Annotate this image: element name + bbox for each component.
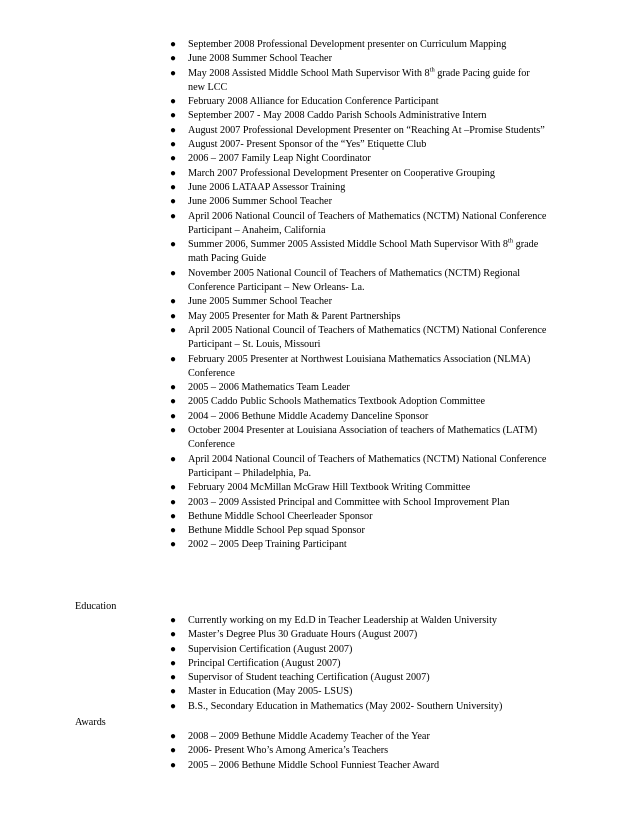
bullet-icon: ● xyxy=(170,396,177,408)
list-item xyxy=(0,381,548,395)
bullet-icon: ● xyxy=(170,731,177,742)
item-text-continued: grade Pacing guide for new LCC xyxy=(188,67,530,93)
bullet-icon: ● xyxy=(170,267,177,279)
bullet-icon: ● xyxy=(170,110,177,122)
list-item xyxy=(0,628,548,642)
list-item xyxy=(0,395,548,409)
bullet-icon: ● xyxy=(170,510,177,522)
awards-heading: Awards xyxy=(75,717,106,728)
item-text: February 2005 Presenter at Northwest Louisiana Mathematics Association (NLMA) Conference xyxy=(188,353,531,379)
list-item xyxy=(0,481,548,495)
item-text: June 2006 Summer School Teacher xyxy=(188,196,332,208)
education-heading: Education xyxy=(75,601,117,612)
bullet-icon: ● xyxy=(170,539,177,551)
bullet-icon: ● xyxy=(170,686,177,698)
item-text: 2006- Present Who’s Among America’s Teachers xyxy=(188,745,389,757)
ordinal-suffix: th xyxy=(508,237,514,245)
item-text: 2006 – 2007 Family Leap Night Coordinator xyxy=(188,153,371,165)
item-text: 2008 – 2009 Bethune Middle Academy Teacher of the Year xyxy=(188,731,430,742)
bullet-icon: ● xyxy=(170,643,177,655)
item-text: Supervision Certification (August 2007) xyxy=(188,643,353,655)
bullet-icon: ● xyxy=(170,181,177,193)
bullet-icon: ● xyxy=(170,353,177,365)
list-item xyxy=(0,538,548,552)
bullet-icon: ● xyxy=(170,239,177,251)
bullet-icon: ● xyxy=(170,167,177,179)
list-item xyxy=(0,210,548,239)
item-text: February 2008 Alliance for Education Conference Participant xyxy=(188,96,439,108)
item-text: 2005 Caddo Public Schools Mathematics Textbook Adoption Committee xyxy=(188,396,486,408)
bullet-icon: ● xyxy=(170,67,177,79)
bullet-icon: ● xyxy=(170,410,177,422)
item-text: August 2007 Professional Development Presenter on “Reaching At –Promise Students” xyxy=(188,124,545,136)
list-item xyxy=(0,152,548,166)
list-item xyxy=(0,310,548,324)
activities-list xyxy=(0,38,638,553)
list-item xyxy=(0,295,548,309)
list-item xyxy=(0,657,548,671)
list-item xyxy=(0,238,548,267)
awards-list xyxy=(0,730,638,773)
item-text: 2005 – 2006 Mathematics Team Leader xyxy=(188,382,350,394)
list-item xyxy=(0,67,548,96)
list-item xyxy=(0,453,548,482)
bullet-icon: ● xyxy=(170,629,177,641)
list-item xyxy=(0,700,548,714)
item-text: 2004 – 2006 Bethune Middle Academy Danceline Sponsor xyxy=(188,410,429,422)
bullet-icon: ● xyxy=(170,153,177,165)
list-item xyxy=(0,685,548,699)
item-text: 2002 – 2005 Deep Training Participant xyxy=(188,539,347,551)
item-text: Currently working on my Ed.D in Teacher Leadership at Walden University xyxy=(188,615,498,626)
item-text: 2005 – 2006 Bethune Middle School Funniest Teacher Award xyxy=(188,759,440,771)
bullet-icon: ● xyxy=(170,296,177,308)
bullet-icon: ● xyxy=(170,496,177,508)
bullet-icon: ● xyxy=(170,139,177,151)
item-text: May 2008 Assisted Middle School Math Supervisor With 8 xyxy=(188,67,430,79)
bullet-icon: ● xyxy=(170,96,177,108)
bullet-icon: ● xyxy=(170,310,177,322)
bullet-icon: ● xyxy=(170,53,177,65)
bullet-icon: ● xyxy=(170,525,177,537)
list-item xyxy=(0,524,548,538)
list-item xyxy=(0,759,548,773)
item-text: August 2007- Present Sponsor of the “Yes” Etiquette Club xyxy=(188,139,427,151)
item-text: Bethune Middle School Cheerleader Sponsor xyxy=(188,510,373,522)
list-item xyxy=(0,52,548,66)
item-text: September 2007 - May 2008 Caddo Parish Schools Administrative Intern xyxy=(188,110,487,122)
bullet-icon: ● xyxy=(170,672,177,684)
list-item xyxy=(0,181,548,195)
item-text-continued: grade math Pacing Guide xyxy=(188,239,539,265)
list-item xyxy=(0,410,548,424)
item-text: November 2005 National Council of Teachers of Mathematics (NCTM) Regional Conference Participant – New Orleans- La. xyxy=(188,267,521,294)
bullet-icon: ● xyxy=(170,657,177,669)
bullet-icon: ● xyxy=(170,759,177,771)
item-text: Master in Education (May 2005- LSUS) xyxy=(188,686,353,698)
list-item xyxy=(0,38,548,52)
list-item xyxy=(0,267,548,296)
bullet-icon: ● xyxy=(170,196,177,208)
list-item xyxy=(0,138,548,152)
list-item xyxy=(0,510,548,524)
item-text: March 2007 Professional Development Presenter on Cooperative Grouping xyxy=(188,167,495,179)
item-text: Principal Certification (August 2007) xyxy=(188,657,341,669)
list-item xyxy=(0,730,548,744)
item-text: Master’s Degree Plus 30 Graduate Hours (August 2007) xyxy=(188,629,418,641)
item-text: B.S., Secondary Education in Mathematics (May 2002- Southern University) xyxy=(188,700,503,712)
item-text: Summer 2006, Summer 2005 Assisted Middle School Math Supervisor With 8 xyxy=(188,239,509,251)
item-text: September 2008 Professional Development presenter on Curriculum Mapping xyxy=(188,39,507,50)
bullet-icon: ● xyxy=(170,382,177,394)
list-item xyxy=(0,109,548,123)
ordinal-suffix: th xyxy=(429,66,435,74)
item-text: Supervisor of Student teaching Certification (August 2007) xyxy=(188,672,430,684)
list-item xyxy=(0,614,548,628)
list-item xyxy=(0,671,548,685)
bullet-icon: ● xyxy=(170,39,177,50)
education-list xyxy=(0,614,638,714)
bullet-icon: ● xyxy=(170,453,177,465)
list-item xyxy=(0,95,548,109)
bullet-icon: ● xyxy=(170,324,177,336)
list-item xyxy=(0,353,548,382)
list-item xyxy=(0,324,548,353)
bullet-icon: ● xyxy=(170,482,177,494)
item-text: April 2006 National Council of Teachers of Mathematics (NCTM) National Conference Participant – Anaheim, California xyxy=(188,210,547,236)
bullet-icon: ● xyxy=(170,745,177,757)
list-item xyxy=(0,744,548,758)
list-item xyxy=(0,167,548,181)
bullet-icon: ● xyxy=(170,210,177,222)
list-item xyxy=(0,124,548,138)
item-text: Bethune Middle School Pep squad Sponsor xyxy=(188,525,365,537)
item-text: June 2005 Summer School Teacher xyxy=(188,296,332,308)
list-item xyxy=(0,424,548,453)
item-text: June 2008 Summer School Teacher xyxy=(188,53,332,65)
item-text: February 2004 McMillan McGraw Hill Textbook Writing Committee xyxy=(188,482,471,494)
item-text: May 2005 Presenter for Math & Parent Partnerships xyxy=(188,310,401,322)
bullet-icon: ● xyxy=(170,700,177,712)
item-text: April 2004 National Council of Teachers of Mathematics (NCTM) National Conference Participant – Philadelphia, Pa. xyxy=(188,453,547,479)
item-text: 2003 – 2009 Assisted Principal and Committee with School Improvement Plan xyxy=(188,496,510,508)
list-item xyxy=(0,496,548,510)
item-text: April 2005 National Council of Teachers of Mathematics (NCTM) National Conference Participant – St. Louis, Missouri xyxy=(188,324,547,351)
list-item xyxy=(0,195,548,209)
bullet-icon: ● xyxy=(170,124,177,136)
bullet-icon: ● xyxy=(170,615,177,626)
item-text: October 2004 Presenter at Louisiana Association of teachers of Mathematics (LATM) Conference xyxy=(188,425,538,451)
bullet-icon: ● xyxy=(170,425,177,437)
item-text: June 2006 LATAAP Assessor Training xyxy=(188,181,346,193)
list-item xyxy=(0,643,548,657)
